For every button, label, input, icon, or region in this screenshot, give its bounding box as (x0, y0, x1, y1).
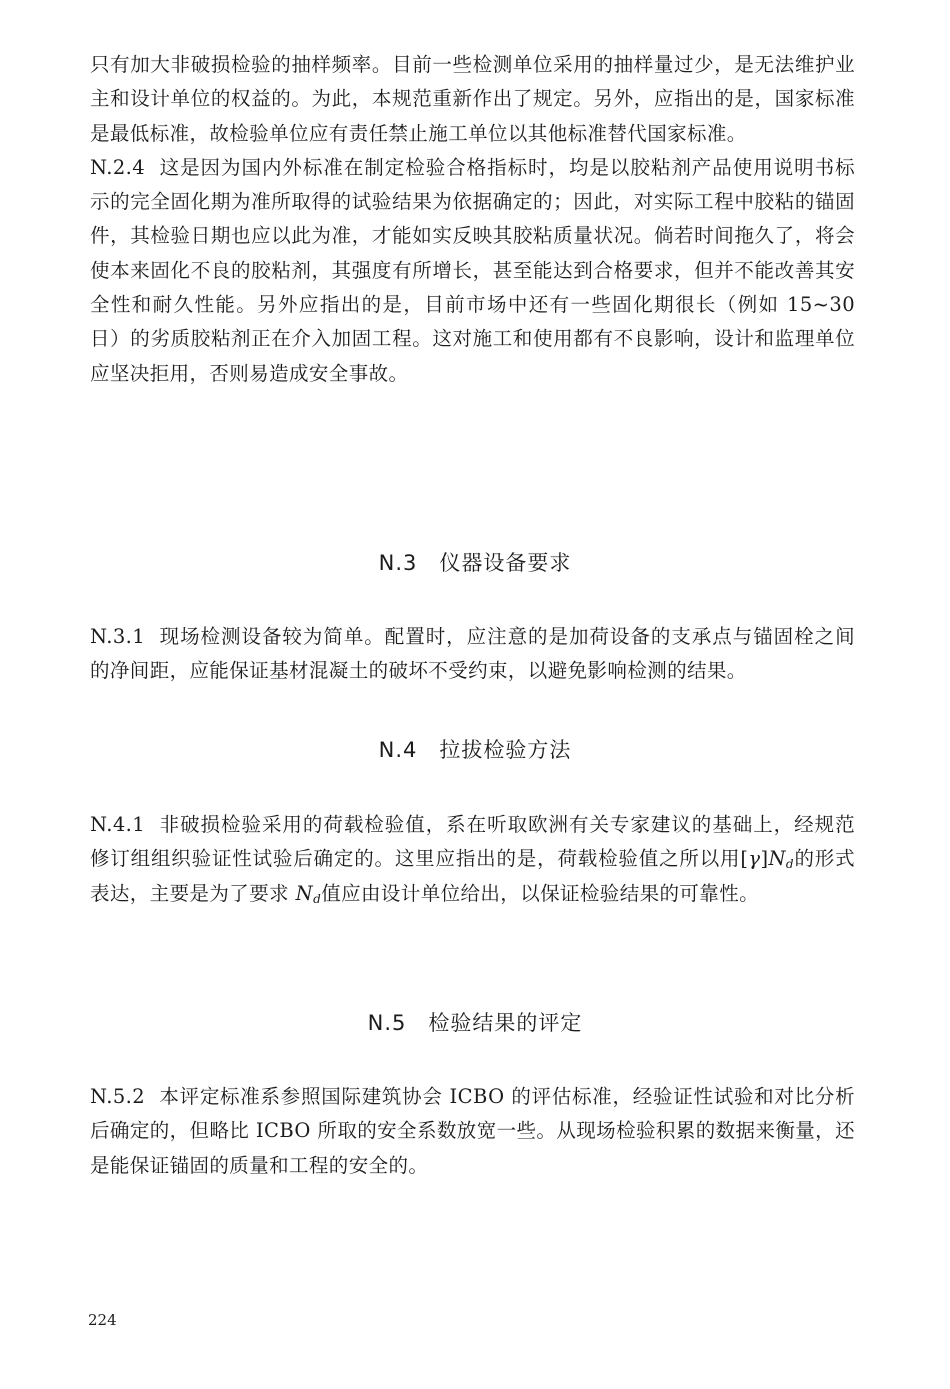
section-heading-n5 (0, 1008, 950, 1038)
section-n3-body (90, 620, 855, 689)
formula-n-symbol: N (768, 847, 786, 871)
paragraph-n-5-2 (90, 1080, 855, 1183)
section-heading-n3 (0, 548, 950, 578)
paragraph-text: 现场检测设备较为简单。配置时，应注意的是加荷设备的支承点与锚固栓之间的净间距，应能保证基材混凝土的破坏不受约束，以避免影响检测的结果。 (90, 625, 855, 683)
clause-number: N.5.2 (90, 1085, 146, 1108)
section-number: N.5 (367, 1011, 407, 1035)
section-number: N.3 (378, 551, 418, 575)
section-n4-body (90, 808, 855, 911)
paragraph-text: 本评定标准系参照国际建筑协会 ICBO 的评估标准，经验证性试验和对比分析后确定的，但略比 ICBO 所取的安全系数放宽一些。从现场检验积累的数据来衡量，还是能保证锚固的质量和工程的安全的。 (90, 1085, 855, 1177)
formula-subscript: d (313, 891, 322, 906)
paragraph-n-2-4 (90, 151, 855, 391)
page-number: 224 (88, 1311, 117, 1329)
paragraph-text: 这是因为国内外标准在制定检验合格指标时，均是以胶粘剂产品使用说明书标示的完全固化期为准所取得的试验结果为依据确定的；因此，对实际工程中胶粘的锚固件，其检验日期也应以此为准，才能如实反映其胶粘质量状况。倘若时间拖久了，将会使本来固化不良的胶粘剂，其强度有所增长，甚至能达到合格要求，但并不能改善其安全性和耐久性能。另外应指出的是，目前市场中还有一些固化期很长（例如 15~30 日）的劣质胶粘剂正在介入加固工程。这对施工和使用都有不良影响，设计和监理单位应坚决拒用，否则易造成安全事故。 (90, 155, 855, 385)
section-title: 拉拔检验方法 (439, 738, 572, 762)
formula-subscript: d (785, 857, 795, 872)
clause-number: N.3.1 (90, 625, 146, 648)
section-title: 仪器设备要求 (439, 551, 572, 575)
paragraph-text: 的形式表达，主要是为了要求 (90, 847, 855, 905)
paragraph-text: 非破损检验采用的荷载检验值，系在听取欧洲有关专家建议的基础上，经规范修订组组织验证性试验后确定的。这里应指出的是，荷载检验值之所以用 (90, 813, 855, 871)
paragraph-continued (90, 48, 855, 151)
section-number: N.4 (378, 738, 418, 762)
formula-bracket-open: [ (740, 847, 749, 871)
formula-n-symbol: N (295, 881, 314, 905)
paragraph-text: 只有加大非破损检验的抽样频率。目前一些检测单位采用的抽样量过少，是无法维护业主和设计单位的权益的。为此，本规范重新作出了规定。另外，应指出的是，国家标准是最低标准，故检验单位应有责任禁止施工单位以其他标准替代国家标准。 (90, 53, 855, 145)
formula-gamma: γ (748, 847, 761, 871)
section-n5-body (90, 1080, 855, 1183)
section-heading-n4 (0, 735, 950, 765)
continued-paragraphs (90, 48, 855, 391)
clause-number: N.4.1 (90, 813, 146, 836)
formula-bracket-close: ] (760, 847, 769, 871)
section-title: 检验结果的评定 (428, 1011, 583, 1035)
paragraph-n-3-1 (90, 620, 855, 689)
clause-number: N.2.4 (90, 155, 146, 179)
paragraph-text: 值应由设计单位给出，以保证检验结果的可靠性。 (321, 881, 759, 905)
paragraph-n-4-1 (90, 808, 855, 911)
